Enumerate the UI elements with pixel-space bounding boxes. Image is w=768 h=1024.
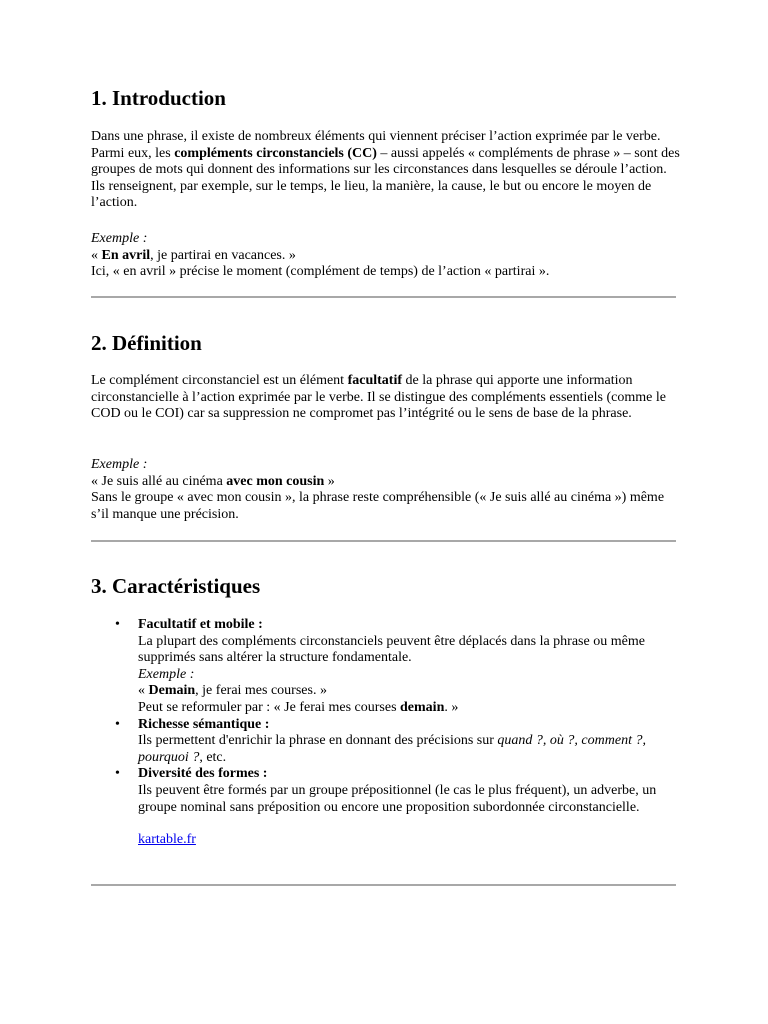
definition-example-open: « Je suis allé au cinéma bbox=[91, 473, 227, 489]
item-example-open: « bbox=[138, 683, 149, 699]
item-text bbox=[138, 733, 681, 766]
item-text-pre: Ils permettent d'enrichir la phrase en donnant des précisions sur bbox=[138, 733, 498, 749]
item-reform-pre: Peut se reformuler par : « Je ferai mes courses bbox=[138, 699, 401, 715]
list-item bbox=[91, 617, 681, 717]
bullet-icon: • bbox=[115, 716, 120, 732]
item-text-post: , etc. bbox=[199, 749, 227, 765]
definition-text: Le complément circonstanciel est un élément bbox=[91, 373, 348, 388]
item-example-label: Exemple : bbox=[138, 666, 195, 682]
definition-example-note: Sans le groupe « avec mon cousin », la phrase reste compréhensible (« Je suis allé au cinéma ») même s’il manque une précision. bbox=[91, 490, 665, 522]
intro-example-quote-open: « bbox=[91, 247, 102, 263]
item-reform-bold: demain bbox=[400, 699, 445, 715]
intro-example bbox=[91, 231, 681, 281]
item-heading bbox=[138, 617, 681, 634]
definition-bold-term: facultatif bbox=[347, 373, 403, 388]
item-example-sentence bbox=[138, 683, 681, 700]
spacer bbox=[138, 816, 681, 832]
source-link-wrap bbox=[138, 832, 681, 849]
item-reformulation bbox=[138, 700, 681, 717]
intro-example-label: Exemple : bbox=[91, 231, 148, 246]
intro-text: Dans une phrase, il existe de nombreux éléments qui viennent préciser l’action exprimée par le verbe. Parmi eux, les bbox=[91, 129, 661, 161]
item-heading-text: Facultatif et mobile : bbox=[138, 617, 263, 632]
definition-example bbox=[91, 457, 681, 523]
item-heading-text: Diversité des formes : bbox=[138, 766, 268, 782]
section-divider bbox=[91, 540, 676, 542]
bullet-icon: • bbox=[115, 617, 120, 632]
intro-bold-term: compléments circonstanciels (CC) bbox=[174, 145, 377, 161]
item-text: La plupart des compléments circonstanciels peuvent être déplacés dans la phrase ou même supprimés sans altérer la structure fondamentale. bbox=[138, 633, 645, 666]
definition-example-label: Exemple : bbox=[91, 457, 148, 472]
intro-paragraph bbox=[91, 129, 681, 212]
intro-example-rest: , je partirai en vacances. » bbox=[150, 247, 296, 263]
item-example-rest: , je ferai mes courses. » bbox=[195, 683, 327, 699]
item-text-italic: quand ?, où ?, comment ?, pourquoi ? bbox=[138, 733, 646, 765]
definition-example-close: » bbox=[324, 473, 335, 489]
list-item bbox=[91, 766, 681, 848]
definition-paragraph bbox=[91, 373, 681, 423]
intro-example-note: Ici, « en avril » précise le moment (complément de temps) de l’action « partirai ». bbox=[91, 264, 550, 280]
item-example-bold: Demain bbox=[148, 683, 196, 699]
characteristics-list bbox=[91, 617, 681, 849]
intro-example-sentence bbox=[91, 248, 681, 265]
item-heading bbox=[138, 766, 681, 783]
section-divider bbox=[91, 884, 676, 886]
list-item bbox=[91, 717, 681, 767]
item-heading-text: Richesse sémantique : bbox=[138, 716, 270, 732]
definition-example-bold: avec mon cousin bbox=[226, 473, 325, 489]
definition-text-end: de la phrase qui apporte une information circonstancielle à l’action exprimée par le verbe. Il se distingue des compléments essentiels (comme le COD ou le COI) car sa suppression ne compromet pas l’intégrité ou le sens de base de la phrase. bbox=[91, 373, 666, 422]
section-divider bbox=[91, 296, 676, 298]
section-title-caracteristiques: 3. Caractéristiques bbox=[91, 574, 261, 598]
item-heading bbox=[138, 717, 681, 734]
section-title-introduction: 1. Introduction bbox=[91, 86, 226, 110]
definition-example-sentence bbox=[91, 474, 681, 491]
intro-text-end: – aussi appelés « compléments de phrase » – sont des groupes de mots qui donnent des informations sur les circonstances dans lesquelles se déroule l’action. Ils renseignent, par exemple, sur le temps, le lieu, la manière, la cause, le but ou encore le moyen de l’action. bbox=[91, 145, 680, 211]
section-title-definition: 2. Définition bbox=[91, 331, 202, 355]
bullet-icon: • bbox=[115, 766, 120, 782]
item-text: Ils peuvent être formés par un groupe prépositionnel (le cas le plus fréquent), un adverbe, un groupe nominal sans préposition ou encore une proposition subordonnée circonstancielle. bbox=[138, 782, 657, 815]
intro-example-bold: En avril bbox=[101, 247, 151, 263]
item-reform-post: . » bbox=[444, 699, 459, 715]
source-link[interactable]: kartable.fr bbox=[138, 832, 196, 848]
